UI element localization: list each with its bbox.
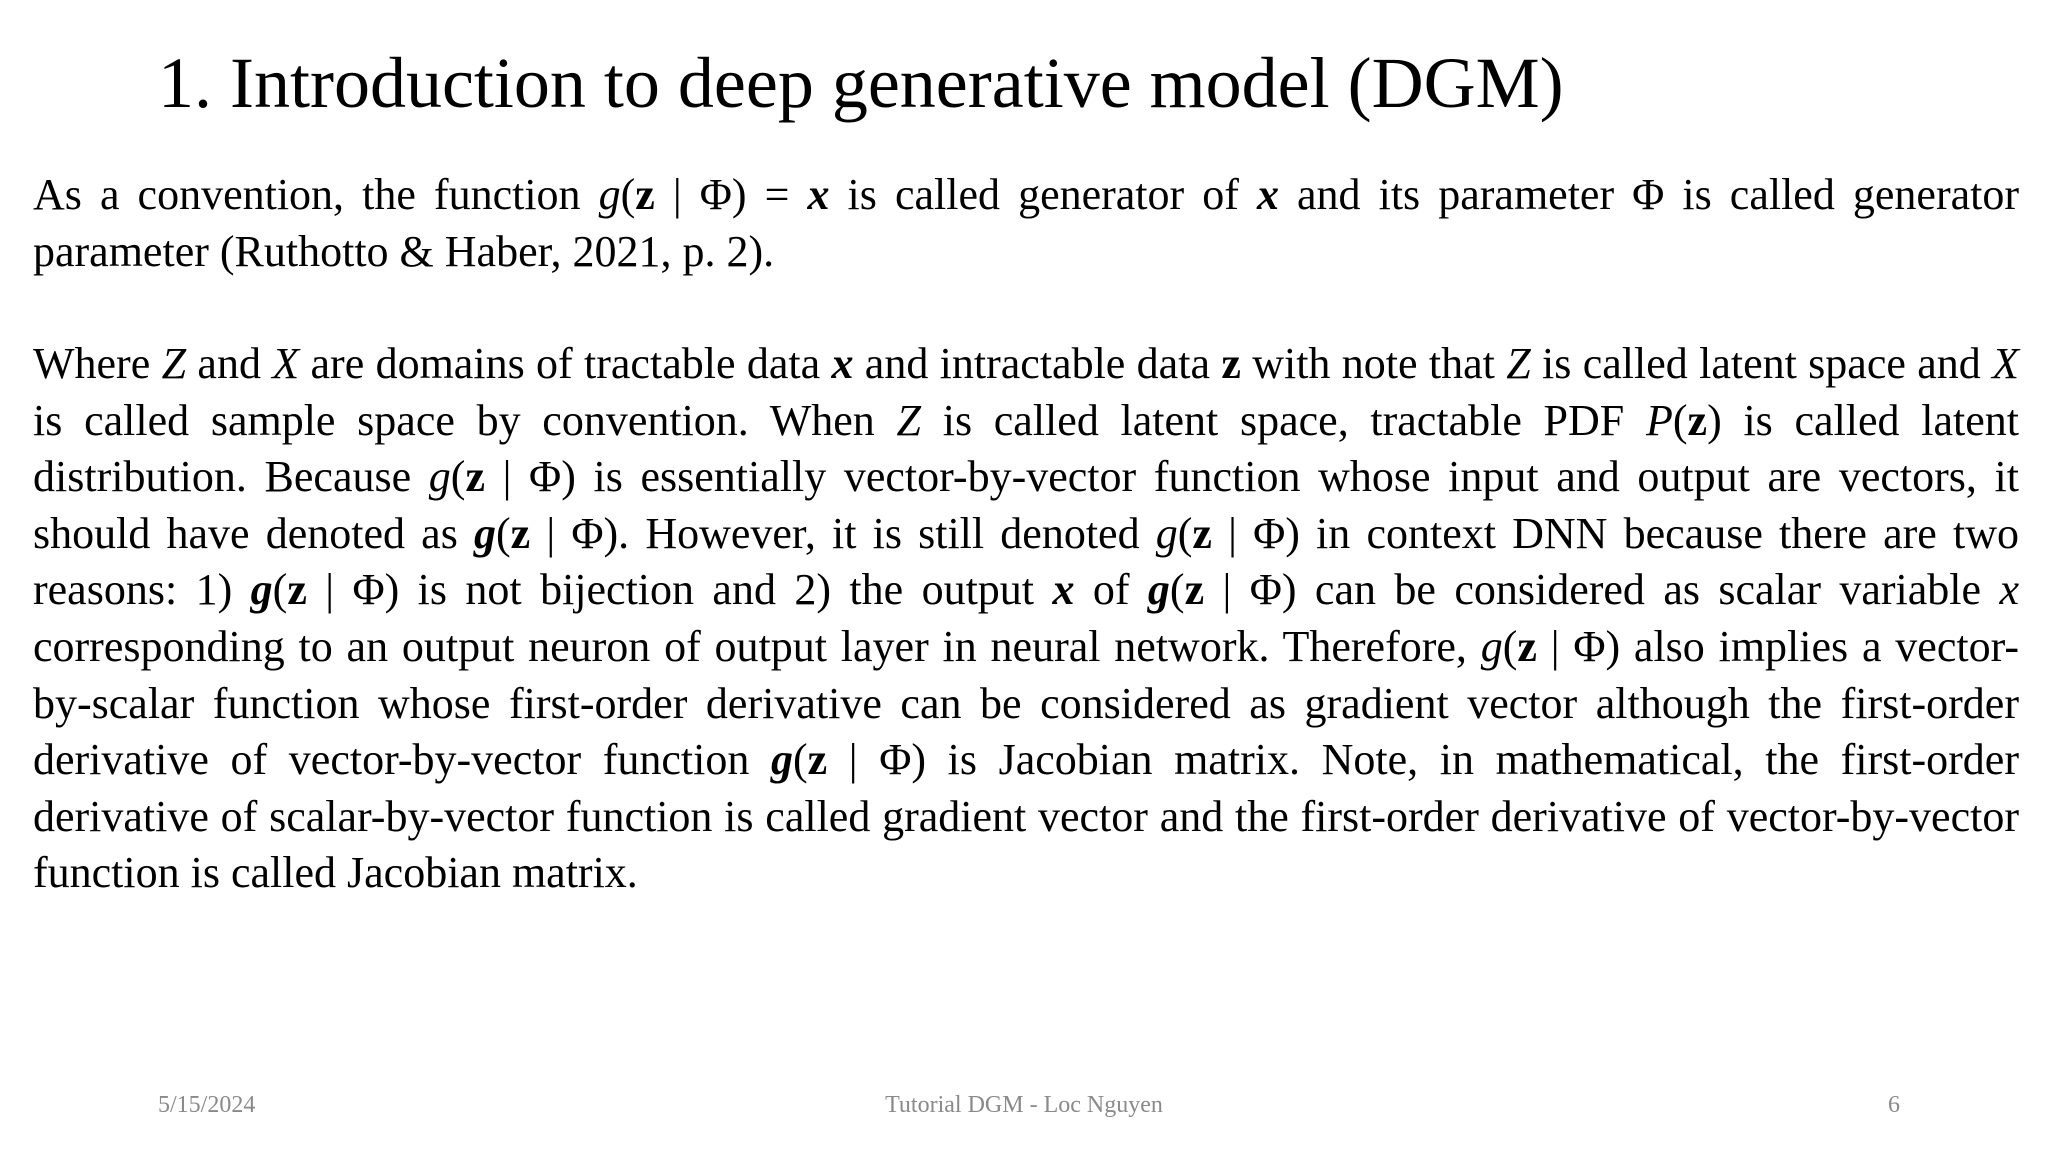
slide-number: 6	[1888, 1092, 1900, 1118]
footer-title: Tutorial DGM - Loc Nguyen	[885, 1092, 1163, 1118]
paragraph-text: Where Z and X are domains of tractable data x and intractable data z with note that Z is called latent space and X is called sample space by convention. When Z is called latent space, tractable PDF P(z) is called latent distribution. Because g(z | Φ) is essentially vector-by-vector function whose input and output are vectors, it should have denoted as g(z | Φ). However, it is still denoted g(z | Φ) in context DNN because there are two reasons: 1) g(z | Φ) is not bijection and 2) the output x of g(z | Φ) can be considered as scalar variable x corresponding to an output neuron of output layer in neural network. Therefore, g(z | Φ) also implies a vector-by-scalar function whose first-order derivative can be considered as gradient vector although the first-order derivative of vector-by-vector function g(z | Φ) is Jacobian matrix. Note, in mathematical, the first-order derivative of scalar-by-vector function is called gradient vector and the first-order derivative of vector-by-vector function is called Jacobian matrix.	[33, 339, 2019, 898]
body-paragraph-1	[33, 167, 2019, 280]
paragraph-text: As a convention, the function g(z | Φ) = x is called generator of x and its parameter Φ is called generator parameter (Ruthotto & Haber, 2021, p. 2).	[33, 170, 2020, 276]
footer-date: 5/15/2024	[158, 1092, 256, 1118]
slide-title: 1. Introduction to deep generative model (DGM)	[158, 43, 1564, 123]
body-paragraph-2	[33, 336, 2019, 902]
